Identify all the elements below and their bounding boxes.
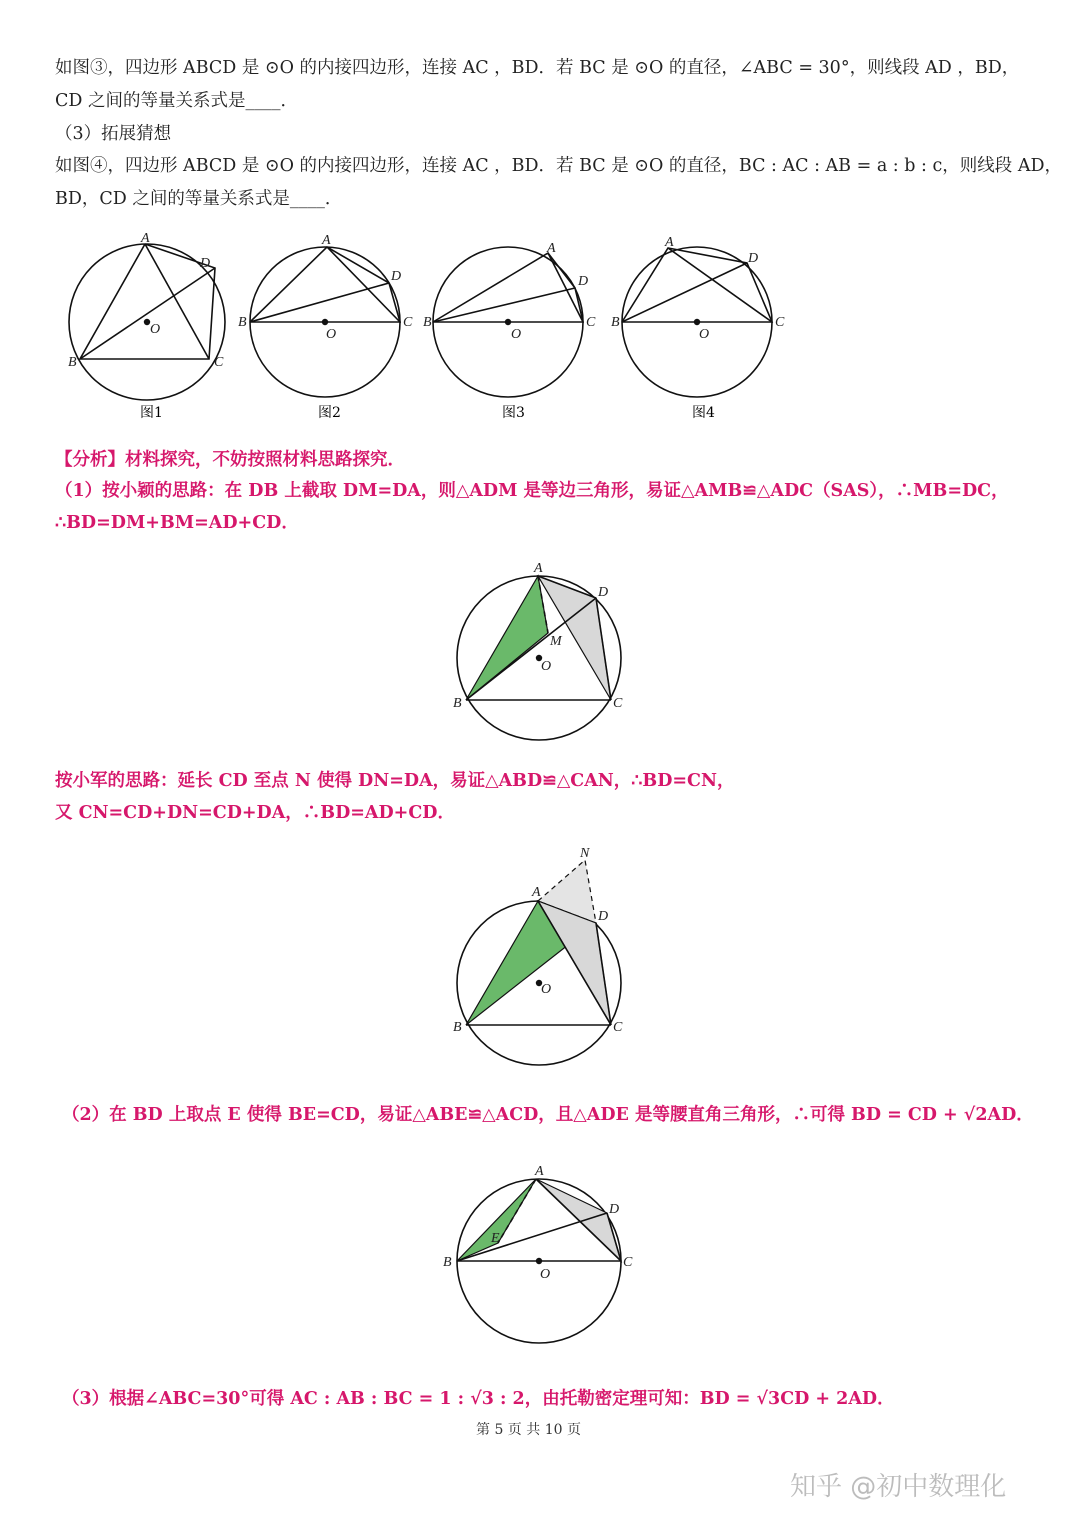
xj-label-B: B (453, 1020, 462, 1035)
analysis-part3: （3）根据∠ABC=30°可得 AC : AB : BC = 1 : √3 : 2，由托勒密定理可知：BD = √3CD + 2AD． (62, 1389, 895, 1409)
xy-label-O: O (541, 659, 552, 674)
question-line-2: CD 之间的等量关系式是____． (55, 91, 298, 111)
watermark: 知乎 @初中数理化 (790, 1472, 1007, 1502)
fig2-label-C: C (403, 315, 413, 330)
xy-label-D: D (598, 585, 609, 600)
fig1-label-A: A (141, 231, 150, 246)
xj-label-D: D (598, 909, 609, 924)
fig3-quad (433, 253, 583, 322)
figure-xiaoying (0, 555, 1080, 735)
analysis-xiaojun-line2: 又 CN=CD+DN=CD+DA，∴BD=AD+CD． (55, 803, 455, 823)
question-line-4: BD，CD 之间的等量关系式是____． (55, 189, 343, 209)
p2-label-D: D (609, 1202, 620, 1217)
analysis-part1-line1: （1）按小颖的思路：在 DB 上截取 DM=DA，则△ADM 是等边三角形，易证△AMB≌△ADC（SAS），∴MB=DC， (55, 481, 1009, 501)
fig4-label-C: C (775, 315, 785, 330)
fig3-label-O: O (511, 327, 522, 342)
xy-label-B: B (453, 696, 462, 711)
p2-label-A: A (535, 1164, 544, 1179)
xy-label-A: A (534, 561, 543, 576)
fig3-label-B: B (423, 315, 432, 330)
page-footer: 第 5 页 共 10 页 (476, 1422, 581, 1438)
fig4-label-O: O (699, 327, 710, 342)
analysis-xiaojun-line1: 按小军的思路：延长 CD 至点 N 使得 DN=DA，易证△ABD≌△CAN，∴BD=CN， (55, 771, 735, 791)
xy-label-M: M (550, 634, 562, 649)
fig3-caption: 图3 (502, 405, 525, 421)
question-line-1: 如图③，四边形 ABCD 是 ⊙O 的内接四边形，连接 AC ，BD．若 BC 是 ⊙O 的直径，∠ABC = 30°，则线段 AD ，BD， (55, 58, 1020, 78)
fig4-caption: 图4 (692, 405, 715, 421)
fig2-label-A: A (322, 233, 331, 248)
xj-label-A: A (532, 885, 541, 900)
fig4-label-B: B (611, 315, 620, 330)
p2-label-B: B (443, 1255, 452, 1270)
p2-label-E: E (491, 1231, 500, 1246)
xy-label-C: C (613, 696, 623, 711)
fig2-quad (250, 247, 400, 322)
xj-label-O: O (541, 982, 552, 997)
fig4-label-A: A (665, 235, 674, 250)
p2-label-C: C (623, 1255, 633, 1270)
fig3-label-C: C (586, 315, 596, 330)
fig2-caption: 图2 (318, 405, 341, 421)
part3-title: （3）拓展猜想 (55, 124, 172, 144)
fig2-label-B: B (238, 315, 247, 330)
fig3-label-A: A (547, 241, 556, 256)
analysis-intro: 【分析】材料探究，不妨按照材料思路探究． (55, 450, 405, 470)
fig1-label-O: O (150, 322, 161, 337)
analysis-part1-line2: ∴BD=DM+BM=AD+CD． (55, 513, 299, 533)
xj-label-C: C (613, 1020, 623, 1035)
figure-xiaojun (0, 840, 1080, 1070)
fig1-label-D: D (200, 256, 211, 271)
fig1-label-B: B (68, 355, 77, 370)
fig1-label-C: C (214, 355, 224, 370)
fig4-label-D: D (748, 251, 759, 266)
fig1-quad (80, 244, 215, 359)
fig3-label-D: D (578, 274, 589, 289)
fig2-label-D: D (391, 269, 402, 284)
fig2-label-O: O (326, 327, 337, 342)
xj-label-N: N (580, 846, 590, 861)
analysis-part2: （2）在 BD 上取点 E 使得 BE=CD，易证△ABE≌△ACD，且△ADE 是等腰直角三角形，∴可得 BD = CD + √2AD． (62, 1105, 1034, 1125)
p2-label-O: O (540, 1267, 551, 1282)
fig1-caption: 图1 (140, 405, 163, 421)
figure-part2 (0, 1160, 1080, 1350)
figures-row (0, 0, 1080, 430)
question-line-3: 如图④，四边形 ABCD 是 ⊙O 的内接四边形，连接 AC ，BD．若 BC 是 ⊙O 的直径，BC : AC : AB = a : b : c，则线段 AD， (55, 156, 1063, 176)
